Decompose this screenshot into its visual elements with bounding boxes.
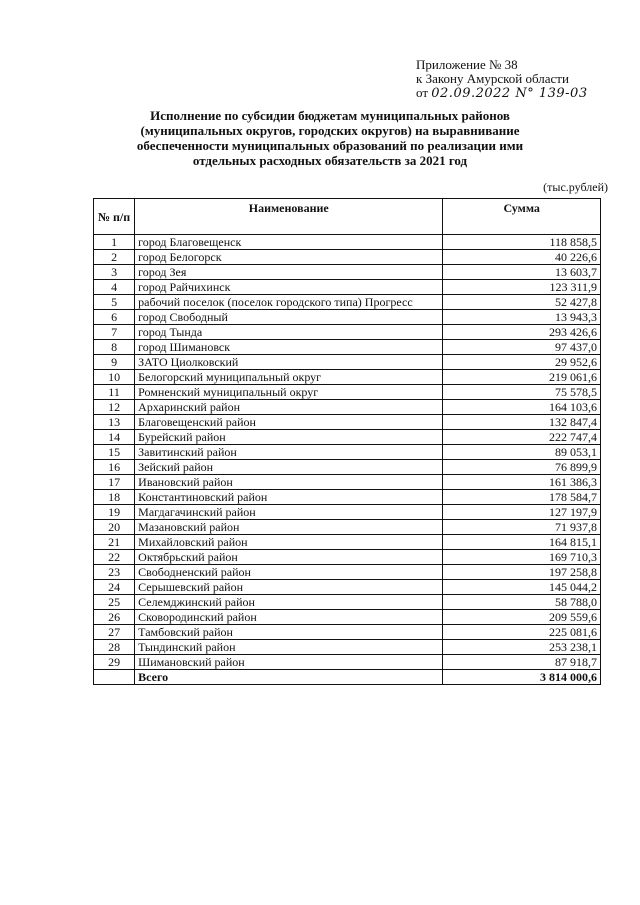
row-name: Михайловский район [135,535,443,550]
units-label: (тыс.рублей) [543,180,608,194]
table-row [94,265,601,280]
row-sum: 89 053,1 [443,445,601,460]
row-number: 14 [94,430,135,445]
row-number: 24 [94,580,135,595]
table-row [94,430,601,445]
row-number: 15 [94,445,135,460]
row-name: Селемджинский район [135,595,443,610]
row-number: 3 [94,265,135,280]
table-row [94,475,601,490]
appendix-law-reference: к Закону Амурской области [416,71,569,86]
row-number: 16 [94,460,135,475]
row-number: 5 [94,295,135,310]
row-sum: 253 238,1 [443,640,601,655]
row-name: ЗАТО Циолковский [135,355,443,370]
row-name: город Райчихинск [135,280,443,295]
row-sum: 164 103,6 [443,400,601,415]
title-line-1: Исполнение по субсидии бюджетам муниципальных районов [150,108,510,123]
row-name: Серышевский район [135,580,443,595]
row-sum: 127 197,9 [443,505,601,520]
row-name: Свободненский район [135,565,443,580]
header-num: № п/п [94,199,135,235]
header-name: Наименование [135,199,443,235]
row-number: 23 [94,565,135,580]
table-row [94,520,601,535]
table-row [94,235,601,250]
table-row [94,325,601,340]
total-num-cell [94,670,135,685]
appendix-date-line [416,86,588,101]
row-name: город Белогорск [135,250,443,265]
table-body [94,235,601,670]
row-name: город Шимановск [135,340,443,355]
row-number: 25 [94,595,135,610]
row-name: Ивановский район [135,475,443,490]
row-number: 21 [94,535,135,550]
row-number: 6 [94,310,135,325]
table-row [94,340,601,355]
header-sum: Сумма [443,199,601,235]
row-sum: 87 918,7 [443,655,601,670]
table-row [94,355,601,370]
subsidy-table [93,198,601,685]
title-line-3: обеспеченности муниципальных образований по реализации ими [136,138,524,153]
appendix-number: Приложение № 38 [416,57,518,72]
row-name: Константиновский район [135,490,443,505]
table-row [94,565,601,580]
row-number: 4 [94,280,135,295]
row-sum: 209 559,6 [443,610,601,625]
row-number: 26 [94,610,135,625]
row-sum: 169 710,3 [443,550,601,565]
row-name: Благовещенский район [135,415,443,430]
row-sum: 40 226,6 [443,250,601,265]
table-row [94,250,601,265]
row-name: Октябрьский район [135,550,443,565]
row-sum: 13 943,3 [443,310,601,325]
row-sum: 197 258,8 [443,565,601,580]
table-row [94,460,601,475]
row-number: 17 [94,475,135,490]
table-row [94,625,601,640]
row-number: 27 [94,625,135,640]
row-name: Тамбовский район [135,625,443,640]
row-name: город Зея [135,265,443,280]
row-sum: 71 937,8 [443,520,601,535]
row-number: 28 [94,640,135,655]
row-number: 2 [94,250,135,265]
row-number: 13 [94,415,135,430]
row-sum: 161 386,3 [443,475,601,490]
row-number: 7 [94,325,135,340]
row-sum: 97 437,0 [443,340,601,355]
row-name: Архаринский район [135,400,443,415]
row-number: 20 [94,520,135,535]
row-number: 18 [94,490,135,505]
row-name: город Свободный [135,310,443,325]
table-row [94,280,601,295]
row-name: Бурейский район [135,430,443,445]
total-label: Всего [135,670,443,685]
table-row [94,580,601,595]
row-sum: 13 603,7 [443,265,601,280]
row-number: 29 [94,655,135,670]
row-number: 10 [94,370,135,385]
row-sum: 293 426,6 [443,325,601,340]
title-line-4: отдельных расходных обязательств за 2021 год [192,153,468,168]
table-row [94,595,601,610]
row-number: 22 [94,550,135,565]
appendix-block [416,58,588,101]
row-name: Сковородинский район [135,610,443,625]
row-sum: 75 578,5 [443,385,601,400]
row-name: город Благовещенск [135,235,443,250]
row-sum: 123 311,9 [443,280,601,295]
row-name: город Тында [135,325,443,340]
table-row [94,310,601,325]
row-name: Мазановский район [135,520,443,535]
total-row [94,670,601,685]
row-name: Зейский район [135,460,443,475]
table-row [94,445,601,460]
row-name: Тындинский район [135,640,443,655]
table-row [94,610,601,625]
table-row [94,535,601,550]
row-sum: 118 858,5 [443,235,601,250]
total-sum: 3 814 000,6 [443,670,601,685]
row-number: 12 [94,400,135,415]
row-sum: 52 427,8 [443,295,601,310]
table-row [94,640,601,655]
row-sum: 132 847,4 [443,415,601,430]
row-name: Завитинский район [135,445,443,460]
row-sum: 58 788,0 [443,595,601,610]
table-row [94,295,601,310]
row-sum: 219 061,6 [443,370,601,385]
row-name: рабочий поселок (поселок городского типа) Прогресс [135,295,443,310]
row-sum: 145 044,2 [443,580,601,595]
row-sum: 225 081,6 [443,625,601,640]
row-sum: 29 952,6 [443,355,601,370]
row-name: Магдагачинский район [135,505,443,520]
table-row [94,370,601,385]
row-number: 1 [94,235,135,250]
table-row [94,550,601,565]
row-sum: 164 815,1 [443,535,601,550]
row-name: Белогорский муниципальный округ [135,370,443,385]
table-row [94,385,601,400]
row-number: 9 [94,355,135,370]
title-line-2: (муниципальных округов, городских округов) на выравнивание [140,123,520,138]
date-prefix: от [416,85,429,100]
row-number: 11 [94,385,135,400]
document-title [60,108,600,168]
row-name: Ромненский муниципальный округ [135,385,443,400]
row-sum: 178 584,7 [443,490,601,505]
row-number: 8 [94,340,135,355]
table-row [94,490,601,505]
row-sum: 76 899,9 [443,460,601,475]
table-header-row [94,199,601,235]
row-sum: 222 747,4 [443,430,601,445]
table-row [94,505,601,520]
handwritten-date-number: 02.09.2022 N° 139-03 [431,86,588,101]
table-row [94,400,601,415]
table-row [94,655,601,670]
row-name: Шимановский район [135,655,443,670]
row-number: 19 [94,505,135,520]
table-row [94,415,601,430]
